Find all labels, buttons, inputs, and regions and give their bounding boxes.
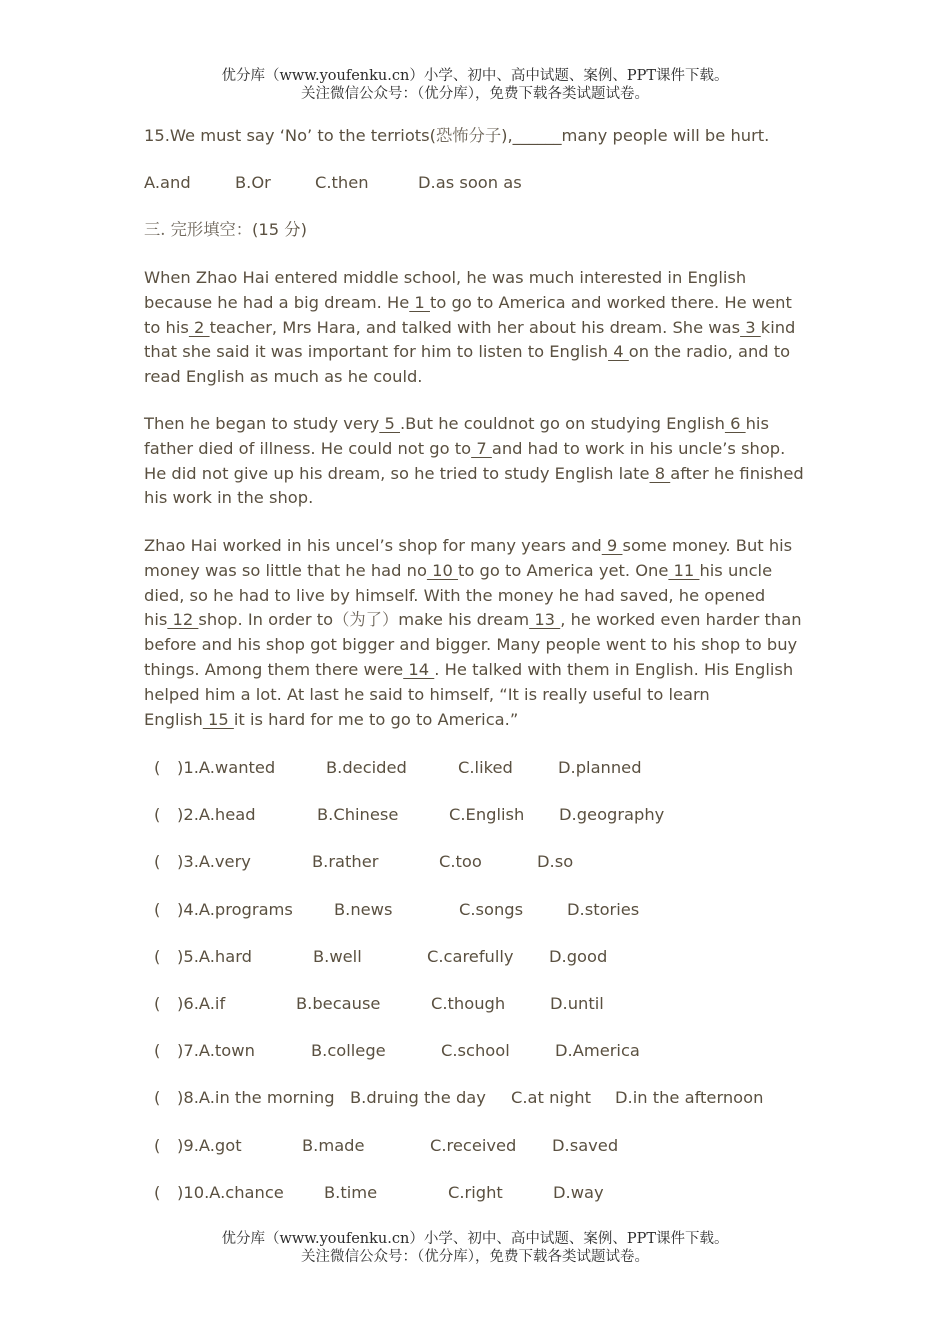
passage-text: , he worked even harder than before and his shop got bigger and bigger. Many people went to his shop to buy things. Among them there were: [144, 610, 802, 679]
footer-line-1: 优分库（www.youfenku.cn）小学、初中、高中试题、案例、PPT课件下载。: [221, 1231, 729, 1247]
passage-text: kind that she said it was important for him to listen to English: [144, 317, 796, 362]
passage-text: teacher, Mrs Hara, and talked with her about his dream. She was: [209, 317, 741, 337]
blank-4: 4: [608, 342, 629, 362]
section-3-title-cn: 三. 完形填空：: [144, 220, 253, 239]
passage-paragraph-3: [144, 534, 804, 732]
q15-option-c: C.then: [315, 173, 369, 192]
option-b: B.time: [324, 1182, 378, 1202]
passage-text: make his dream: [398, 610, 530, 630]
option-d: D.good: [549, 946, 608, 966]
option-c: C.liked: [458, 758, 513, 777]
option-c: C.too: [439, 852, 482, 872]
passage-text: When Zhao Hai entered middle school, he was much interested in English because he had a big dream. He: [144, 268, 747, 312]
option-a: A.very: [198, 852, 251, 872]
question-number-label: )3.: [177, 852, 199, 872]
option-d: D.America: [555, 1041, 640, 1061]
option-d: D.saved: [552, 1135, 619, 1155]
answer-paren: (: [154, 946, 161, 966]
blank-3: 3: [740, 317, 761, 337]
q15-option-d: D.as soon as: [418, 173, 522, 192]
option-c: C.carefully: [427, 946, 514, 966]
question-15-text-a: 15.We must say ‘No’ to the terriots(: [144, 126, 437, 145]
option-d: D.in the afternoon: [615, 1088, 764, 1108]
passage-text: and had to work in his uncle’s shop. He did not give up his dream, so he tried to study English late: [144, 438, 786, 483]
option-a: A.hard: [198, 946, 252, 966]
answer-paren: (: [154, 1182, 161, 1202]
option-b: B.druing the day: [350, 1088, 486, 1108]
option-d: D.geography: [559, 805, 665, 825]
option-a: A.chance: [209, 1182, 284, 1202]
option-c: C.English: [449, 805, 525, 825]
question-15-text-b: ),______many people will be hurt.: [501, 126, 770, 145]
answer-paren: (: [154, 1135, 161, 1155]
page-footer: [0, 1230, 950, 1266]
q15-option-a: A.and: [144, 173, 191, 192]
blank-15: 15: [202, 709, 234, 729]
question-number-label: )8.: [177, 1088, 199, 1108]
option-c: C.received: [430, 1135, 517, 1155]
blank-10: 10: [426, 560, 458, 580]
question-number-label: )10.: [177, 1182, 210, 1202]
passage-text: . He talked with them in English. His English helped him a lot. At last he said to himself, “It is really useful to learn English: [144, 659, 794, 729]
option-a: A.programs: [198, 899, 293, 919]
option-a: A.in the morning: [198, 1088, 335, 1108]
passage-text: to go to America yet. One: [457, 560, 669, 580]
page-header: [0, 67, 950, 103]
passage-text: his uncle died, so he had to live by himself. With the money he had saved, he opened his: [144, 560, 773, 630]
answer-paren: (: [154, 758, 161, 777]
passage-text: Then he began to study very: [144, 414, 380, 433]
passage-text: after he finished his work in the shop.: [144, 463, 804, 508]
question-number: [177, 803, 256, 827]
blank-12: 12: [167, 610, 199, 630]
answer-paren: (: [154, 1041, 161, 1061]
option-c: C.school: [441, 1041, 510, 1061]
option-b: B.made: [302, 1135, 365, 1155]
answer-paren: (: [154, 852, 161, 872]
option-a: A.got: [198, 1135, 242, 1155]
question-number-label: )9.: [177, 1135, 199, 1155]
option-a: A.town: [198, 1041, 255, 1061]
header-line-1: 优分库（www.youfenku.cn）小学、初中、高中试题、案例、PPT课件下载。: [221, 68, 729, 84]
question-number-label: )4.: [177, 899, 199, 919]
answer-paren: (: [154, 994, 161, 1013]
option-b: B.decided: [326, 758, 407, 777]
passage-text: Zhao Hai worked in his uncel’s shop for many years and: [144, 536, 602, 555]
passage-gloss: （为了）: [333, 610, 399, 630]
option-c: C.songs: [459, 899, 524, 919]
question-number-label: )1.: [177, 758, 199, 777]
blank-14: 14: [403, 659, 435, 679]
footer-line-2: 关注微信公众号：（优分库），免费下载各类试题试卷。: [301, 1249, 649, 1265]
option-d: D.planned: [558, 758, 642, 777]
question-number: [177, 1086, 335, 1110]
option-d: D.until: [550, 994, 604, 1013]
passage-text: on the radio, and to read English as much as he could.: [144, 342, 791, 387]
blank-13: 13: [529, 610, 561, 630]
passage-text: it is hard for me to go to America.”: [233, 709, 519, 729]
passage-paragraph-2: [144, 412, 804, 511]
option-c: C.at night: [511, 1088, 591, 1108]
option-d: D.so: [537, 852, 574, 872]
answer-paren: (: [154, 805, 161, 825]
option-b: B.news: [334, 899, 393, 919]
question-number: [177, 756, 275, 780]
passage-text: his father died of illness. He could not go to: [144, 414, 769, 458]
section-3-title: [144, 218, 307, 242]
question-15-text-cn: 恐怖分子: [436, 126, 502, 145]
option-c: C.right: [448, 1182, 503, 1202]
question-number: [177, 898, 293, 922]
question-number: [177, 1134, 242, 1158]
option-b: B.rather: [312, 852, 379, 872]
answer-paren: (: [154, 899, 161, 919]
header-line-2: 关注微信公众号：（优分库），免费下载各类试题试卷。: [301, 86, 649, 102]
question-15: [144, 124, 769, 148]
question-number: [177, 945, 252, 969]
passage-text: .But he couldnot go on studying English: [400, 414, 725, 433]
option-b: B.well: [313, 946, 362, 966]
passage-text: some money. But his money was so little that he had no: [144, 536, 793, 580]
question-number-label: )6.: [177, 994, 199, 1013]
answer-paren: (: [154, 1088, 161, 1108]
blank-5: 5: [379, 414, 400, 433]
section-3-title-score: (15 分): [252, 220, 307, 239]
option-b: B.college: [311, 1041, 386, 1061]
passage-paragraph-1: [144, 266, 804, 390]
option-a: A.head: [198, 805, 256, 825]
option-d: D.way: [553, 1182, 604, 1202]
blank-6: 6: [724, 414, 746, 433]
q15-option-b: B.Or: [235, 173, 271, 192]
option-b: B.Chinese: [317, 805, 399, 825]
blank-8: 8: [649, 463, 671, 483]
option-d: D.stories: [567, 899, 640, 919]
question-number-label: )2.: [177, 805, 199, 825]
question-number: [177, 1181, 284, 1205]
option-c: C.though: [431, 994, 506, 1013]
question-number: [177, 1039, 255, 1063]
question-number-label: )7.: [177, 1041, 199, 1061]
option-a: A.if: [198, 994, 226, 1013]
blank-1: 1: [409, 292, 430, 312]
question-number: [177, 850, 251, 874]
passage-text: to go to America and worked there. He went to his: [144, 292, 792, 337]
blank-11: 11: [668, 560, 700, 580]
option-a: A.wanted: [198, 758, 276, 777]
blank-2: 2: [188, 317, 210, 337]
question-number: [177, 992, 225, 1016]
passage-text: shop. In order to: [198, 610, 334, 630]
option-b: B.because: [296, 994, 381, 1013]
question-number-label: )5.: [177, 946, 199, 966]
blank-9: 9: [601, 536, 623, 555]
blank-7: 7: [471, 438, 492, 458]
